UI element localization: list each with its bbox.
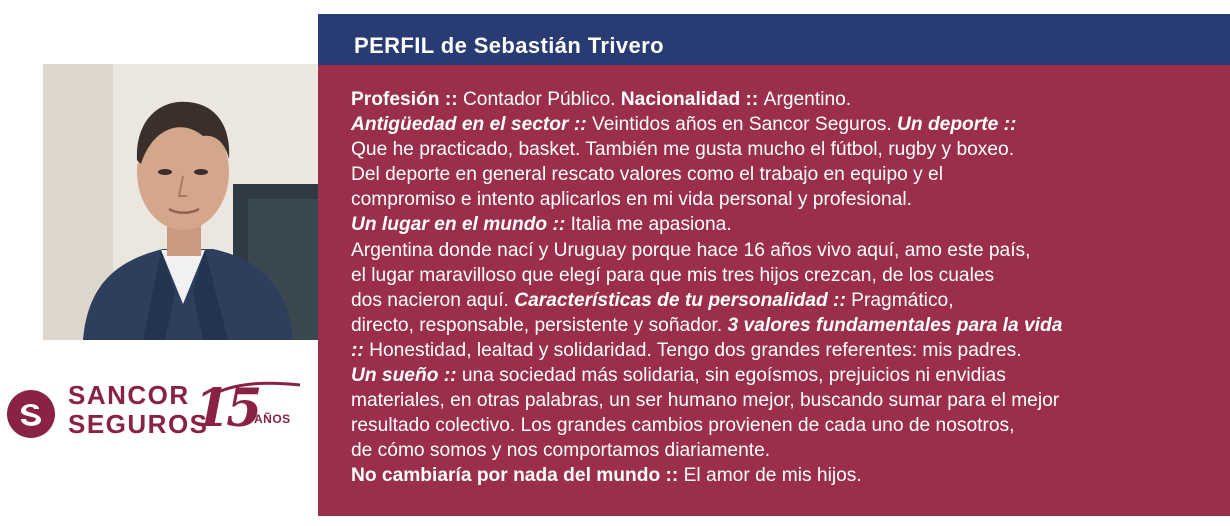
bio-label: Un sueño :: <box>351 365 462 387</box>
bio-label: Un deporte :: <box>897 114 1017 136</box>
profile-bio <box>351 87 1221 489</box>
bio-line <box>351 162 1221 187</box>
bio-text: directo, responsable, persistente y soñador. <box>351 314 728 336</box>
bio-line <box>351 338 1221 363</box>
bio-text: materiales, en otras palabras, un ser humano mejor, buscando sumar para el mejor <box>351 390 1060 412</box>
bio-label: Características de tu personalidad :: <box>514 289 852 311</box>
bio-text: Pragmático, <box>851 289 954 311</box>
profile-panel <box>318 14 1230 516</box>
bio-label: Un lugar en el mundo :: <box>351 214 571 236</box>
brand-name <box>68 381 209 439</box>
anniversary-number: 15 <box>194 378 259 439</box>
bio-line <box>351 263 1221 288</box>
bio-line <box>351 137 1221 162</box>
anniversary-swoosh-icon <box>204 379 304 399</box>
bio-text: Contador Público. <box>462 89 621 110</box>
bio-text: de cómo somos y nos comportamos diariamente. <box>351 440 771 462</box>
bio-line <box>351 238 1221 263</box>
bio-line <box>351 388 1221 413</box>
bio-line <box>351 112 1221 137</box>
bio-line <box>351 363 1221 388</box>
bio-line <box>351 463 1221 488</box>
bio-text: El amor de mis hijos. <box>683 465 862 487</box>
bio-label: Nacionalidad :: <box>620 89 764 110</box>
bio-text: compromiso e intento aplicarlos en mi vida personal y profesional. <box>351 189 912 211</box>
bio-text: el lugar maravilloso que elegí para que mis tres hijos crezcan, de los cuales <box>351 264 995 286</box>
bio-text: Veintidos años en Sancor Seguros. <box>591 114 898 136</box>
bio-line <box>351 413 1221 438</box>
bio-text: Del deporte en general rescato valores como el trabajo en equipo y el <box>351 164 943 186</box>
sancor-seguros-logo <box>6 375 306 445</box>
bio-text: Que he practicado, basket. También me gusta mucho el fútbol, rugby y boxeo. <box>351 139 1015 161</box>
bio-label: Profesión :: <box>351 89 463 110</box>
bio-label: 3 valores fundamentales para la vida <box>727 314 1063 336</box>
bio-line <box>351 288 1221 313</box>
brand-name-line1: SANCOR <box>68 380 190 410</box>
brand-name-line2: SEGUROS <box>68 409 209 439</box>
bio-text: Argentina donde nací y Uruguay porque hace 16 años vivo aquí, amo este país, <box>351 239 1031 261</box>
bio-label: :: <box>351 339 370 361</box>
anniversary-badge <box>194 375 306 445</box>
bio-text: Italia me apasiona. <box>570 214 732 236</box>
bio-text: Honestidad, lealtad y solidaridad. Tengo dos grandes referentes: mis padres. <box>369 339 1022 361</box>
bio-text: resultado colectivo. Los grandes cambios provienen de cada uno de nosotros, <box>351 415 1015 437</box>
profile-title: PERFIL de Sebastián Trivero <box>354 33 664 58</box>
bio-line <box>351 87 1221 112</box>
bio-line <box>351 212 1221 237</box>
bio-label: No cambiaría por nada del mundo :: <box>351 465 684 487</box>
anniversary-word: AÑOS <box>254 412 291 426</box>
bio-text: Argentino. <box>763 89 852 110</box>
bio-label: Antigüedad en el sector :: <box>351 114 592 136</box>
bio-text: dos nacieron aquí. <box>351 289 515 311</box>
portrait-icon <box>43 64 318 340</box>
bio-line <box>351 187 1221 212</box>
sancor-emblem-icon <box>6 389 56 439</box>
bio-line <box>351 438 1221 463</box>
profile-photo <box>43 64 318 340</box>
bio-line <box>351 313 1221 338</box>
profile-header <box>318 14 1230 65</box>
bio-text: una sociedad más solidaria, sin egoísmos, prejuicios ni envidias <box>461 365 1006 387</box>
